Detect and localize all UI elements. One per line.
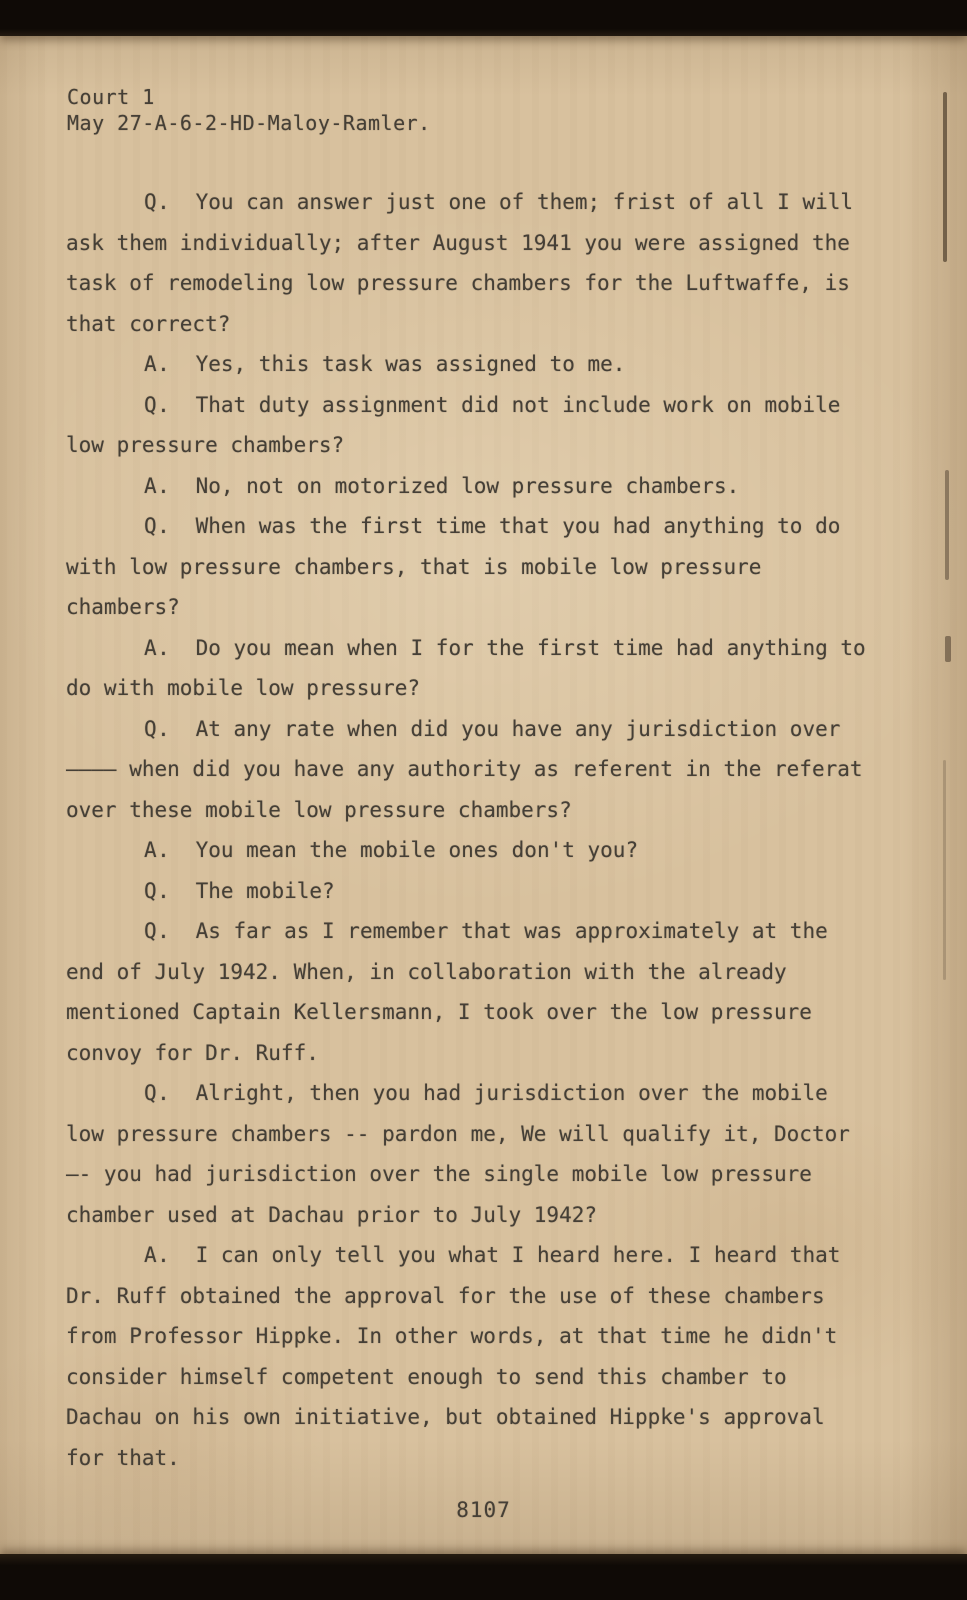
speaker-label: Q.: [144, 919, 171, 943]
scan-artifact: [945, 636, 951, 662]
scan-border-bottom: [0, 1554, 967, 1600]
transcript-paragraph: Q. That duty assignment did not include work on mobile low pressure chambers?: [66, 392, 841, 457]
transcript-paragraph: A. No, not on motorized low pressure chambers.: [144, 473, 740, 498]
scan-artifact: [943, 760, 946, 980]
scan-artifact: [945, 470, 949, 580]
speaker-label: A.: [144, 838, 171, 862]
speaker-label: A.: [144, 352, 171, 376]
transcript-paragraph: Q. As far as I remember that was approximately at the end of July 1942. When, in collaboration with the already mentioned Captain Kellersmann, I took over the low pressure convoy for Dr. Ruff.: [66, 919, 828, 1065]
header-court-line: Court 1: [67, 85, 155, 109]
speaker-label: Q.: [144, 190, 171, 214]
speaker-label: A.: [144, 473, 171, 498]
speaker-label: Q.: [144, 878, 171, 903]
scan-border-top: [0, 0, 967, 36]
transcript-paragraph: Q. Alright, then you had jurisdiction over the mobile low pressure chambers -- pardon me, We will qualify it, Doctor —- you had jurisdiction over the single mobile low pressure chamber used at Dachau prior to July 1942?: [66, 1081, 850, 1227]
header-reference-line: May 27-A-6-2-HD-Maloy-Ramler.: [67, 111, 431, 135]
speaker-label: Q.: [144, 1081, 171, 1105]
speaker-label: Q.: [144, 716, 171, 741]
transcript-paragraph: A. I can only tell you what I heard here. I heard that Dr. Ruff obtained the approval for the use of these chambers from Professor Hippke. In other words, at that time he didn't consider himself competent enough to send this chamber to Dachau on his own initiative, but obtained Hippke's approval for that.: [66, 1243, 841, 1470]
document-header: [67, 84, 431, 136]
transcript-paragraph: A. You mean the mobile ones don't you?: [144, 838, 639, 862]
speaker-label: A.: [144, 1243, 171, 1267]
transcript-paragraph: Q. When was the first time that you had anything to do with low pressure chambers, that is mobile low pressure chambers?: [66, 514, 841, 619]
page-number: 8107: [456, 1498, 511, 1522]
transcript-body: [66, 182, 870, 1478]
transcript-paragraph: Q. The mobile?: [144, 878, 335, 903]
transcript-paragraph: A. Yes, this task was assigned to me.: [144, 352, 626, 376]
speaker-label: A.: [144, 635, 171, 660]
transcript-paragraph: A. Do you mean when I for the first time had anything to do with mobile low pressure?: [66, 635, 866, 700]
scan-artifact: [943, 92, 947, 262]
speaker-label: Q.: [144, 392, 171, 417]
speaker-label: Q.: [144, 514, 171, 538]
transcript-paragraph: Q. At any rate when did you have any jurisdiction over ———— when did you have any authority as referent in the referat over these mobile low pressure chambers?: [66, 716, 863, 822]
transcript-paragraph: Q. You can answer just one of them; frist of all I will ask them individually; after August 1941 you were assigned the task of remodeling low pressure chambers for the Luftwaffe, is that correct?: [66, 190, 854, 336]
